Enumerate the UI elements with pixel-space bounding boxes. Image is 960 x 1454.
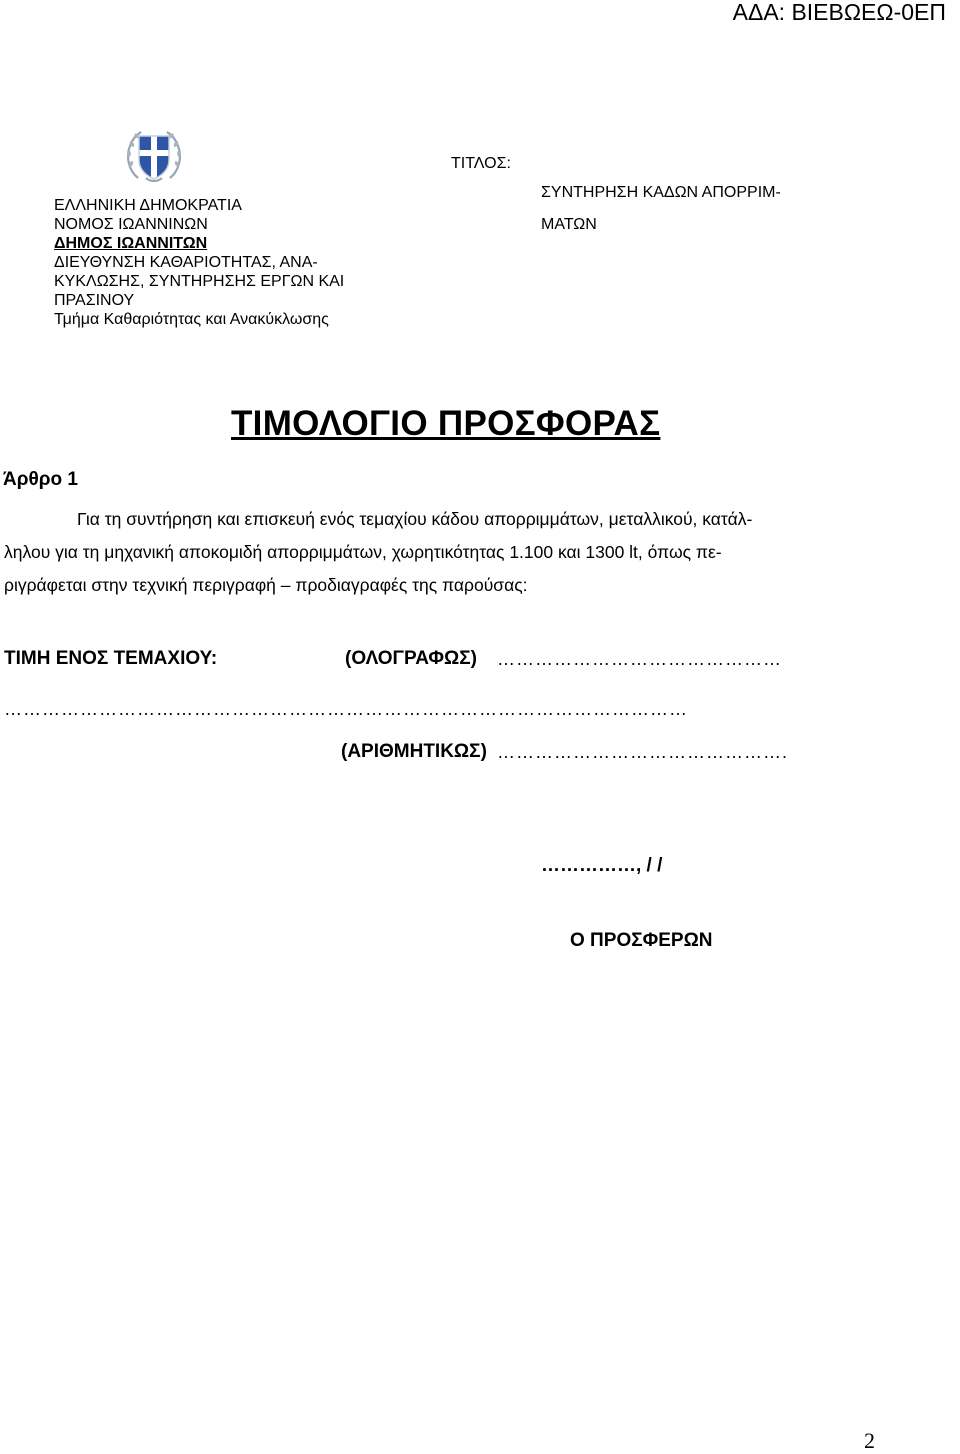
- title-label: ΤΙΤΛΟΣ:: [451, 155, 511, 172]
- title-value: [541, 177, 781, 241]
- article-text-line-2: ληλου για τη μηχανική αποκομιδή απορριμμάτων, χωρητικότητας 1.100 και 1300 lt, όπως πε-: [4, 542, 722, 562]
- issuer-directorate-line-3: ΠΡΑΣΙΝΟΥ: [54, 292, 135, 309]
- price-in-numbers-label: (ΑΡΙΘΜΗΤΙΚΩΣ): [341, 741, 487, 762]
- document-heading: ΤΙΜΟΛΟΓΙΟ ΠΡΟΣΦΟΡΑΣ: [231, 404, 661, 443]
- issuer-prefecture: ΝΟΜΟΣ ΙΩΑΝΝΙΝΩΝ: [54, 216, 208, 233]
- title-value-line-1: ΣΥΝΤΗΡΗΣΗ ΚΑΔΩΝ ΑΠΟΡΡΙΜ-: [541, 184, 781, 201]
- article-text: [4, 503, 954, 602]
- price-in-numbers-field: ……………………………………….: [497, 742, 789, 762]
- unit-price-label: ΤΙΜΗ ΕΝΟΣ ΤΕΜΑΧΙΟΥ:: [4, 648, 218, 669]
- article-text-line-1: Για τη συντήρηση και επισκευή ενός τεμαχίου κάδου απορριμμάτων, μεταλλικού, κατάλ-: [77, 509, 753, 529]
- place-date-field: ……………, / /: [541, 855, 663, 876]
- issuer-directorate-line-2: ΚΥΚΛΩΣΗΣ, ΣΥΝΤΗΡΗΣΗΣ ΕΡΓΩΝ ΚΑΙ: [54, 273, 345, 290]
- price-in-words-continuation-field: ………………………………………………………………………………………………: [4, 699, 688, 719]
- article-text-line-3: ριγράφεται στην τεχνική περιγραφή – προδιαγραφές της παρούσας:: [4, 575, 528, 595]
- price-in-words-label: (ΟΛΟΓΡΑΦΩΣ): [345, 648, 477, 669]
- hellenic-republic-emblem-icon: [124, 126, 184, 186]
- ada-code: ΑΔΑ: ΒΙΕΒΩΕΩ-0ΕΠ: [732, 0, 946, 25]
- issuer-block: [54, 196, 344, 329]
- issuer-department: Τμήμα Καθαριότητας και Ανακύκλωσης: [54, 311, 329, 328]
- article-label: Άρθρο 1: [3, 469, 78, 490]
- title-value-line-2: ΜΑΤΩΝ: [541, 216, 597, 233]
- page-number: 2: [864, 1428, 875, 1453]
- issuer-country: ΕΛΛΗΝΙΚΗ ΔΗΜΟΚΡΑΤΙΑ: [54, 197, 242, 214]
- issuer-directorate-line-1: ΔΙΕΥΘΥΝΣΗ ΚΑΘΑΡΙΟΤΗΤΑΣ, ΑΝΑ-: [54, 254, 318, 271]
- price-in-words-field: ………………………………………: [497, 649, 782, 669]
- issuer-municipality: ΔΗΜΟΣ ΙΩΑΝΝΙΤΩΝ: [54, 235, 208, 252]
- signatory-label: Ο ΠΡΟΣΦΕΡΩΝ: [570, 930, 713, 951]
